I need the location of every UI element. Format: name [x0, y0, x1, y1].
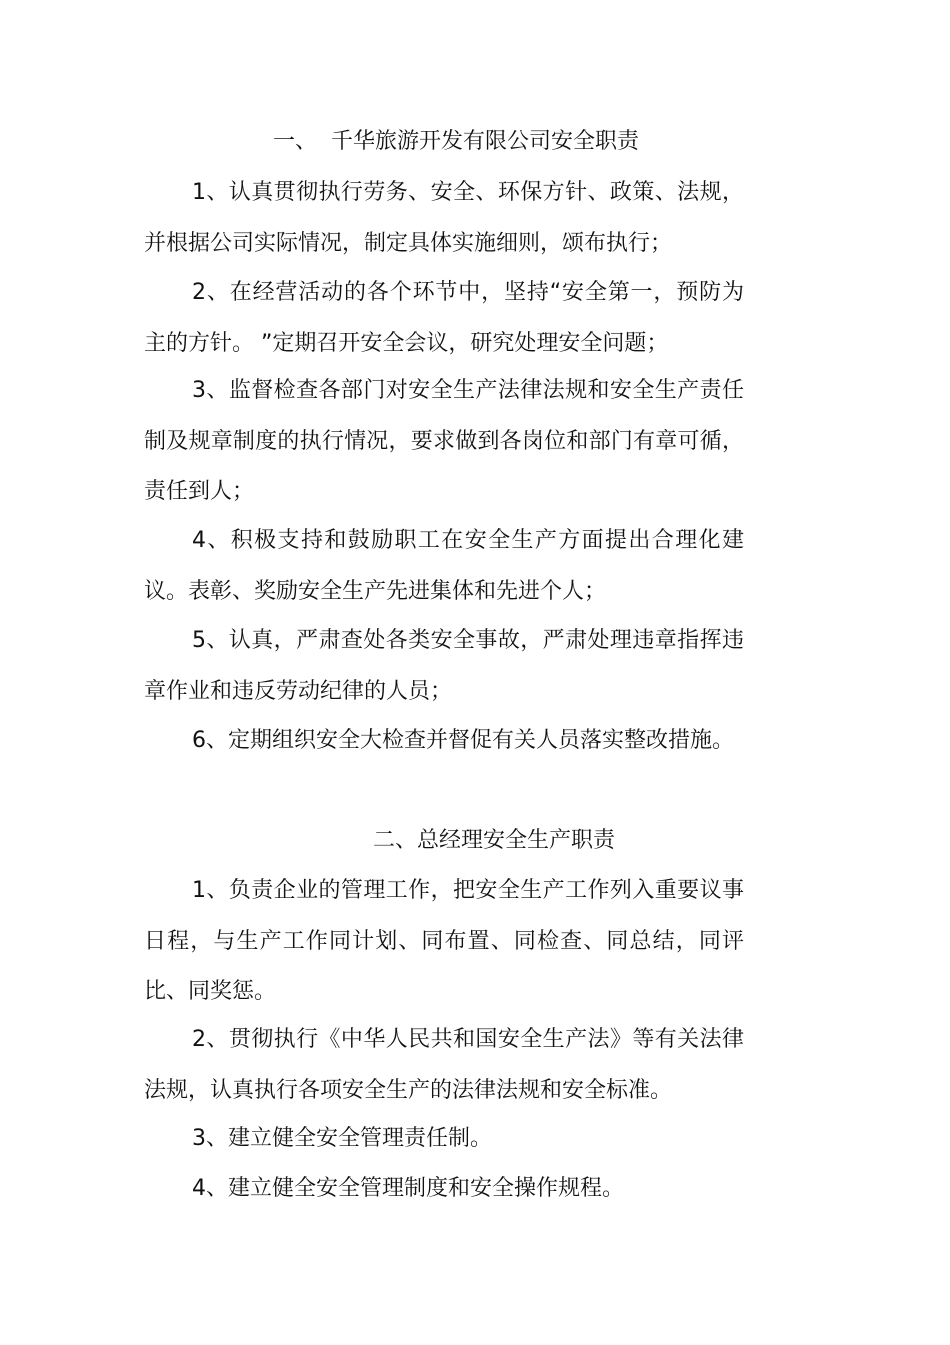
section-2-title: 二、总经理安全生产职责	[372, 828, 615, 853]
section-2-item-4: 4、建立健全安全管理制度和安全操作规程。	[192, 1176, 624, 1201]
section-2-item-3: 3、建立健全安全管理责任制。	[192, 1126, 492, 1151]
section-2-item-1: 1、负责企业的管理工作，把安全生产工作列入重要议事日程，与生产工作同计划、同布置、同检查、同总结，同评比、同奖惩。	[144, 878, 744, 1004]
section-1-item-5: 5、认真，严肃查处各类安全事故，严肃处理违章指挥违章作业和违反劳动纪律的人员；	[144, 628, 744, 704]
section-1-item-2: 2、在经营活动的各个环节中，坚持“安全第一，预防为主的方针。 ”定期召开安全会议，研究处理安全问题；	[144, 280, 744, 356]
section-2-item-2: 2、贯彻执行《中华人民共和国安全生产法》等有关法律法规，认真执行各项安全生产的法律法规和安全标准。	[144, 1027, 744, 1103]
section-1-item-4: 4、积极支持和鼓励职工在安全生产方面提出合理化建议。表彰、奖励安全生产先进集体和先进个人；	[144, 528, 744, 604]
section-1-item-1: 1、认真贯彻执行劳务、安全、环保方针、政策、法规，并根据公司实际情况，制定具体实施细则，颂布执行；	[144, 180, 744, 256]
section-1-item-3: 3、监督检查各部门对安全生产法律法规和安全生产责任制及规章制度的执行情况，要求做到各岗位和部门有章可循，责任到人；	[144, 378, 744, 504]
section-1-title: 一、 千华旅游开发有限公司安全职责	[273, 129, 639, 154]
section-1-item-6: 6、定期组织安全大检查并督促有关人员落实整改措施。	[192, 728, 734, 753]
